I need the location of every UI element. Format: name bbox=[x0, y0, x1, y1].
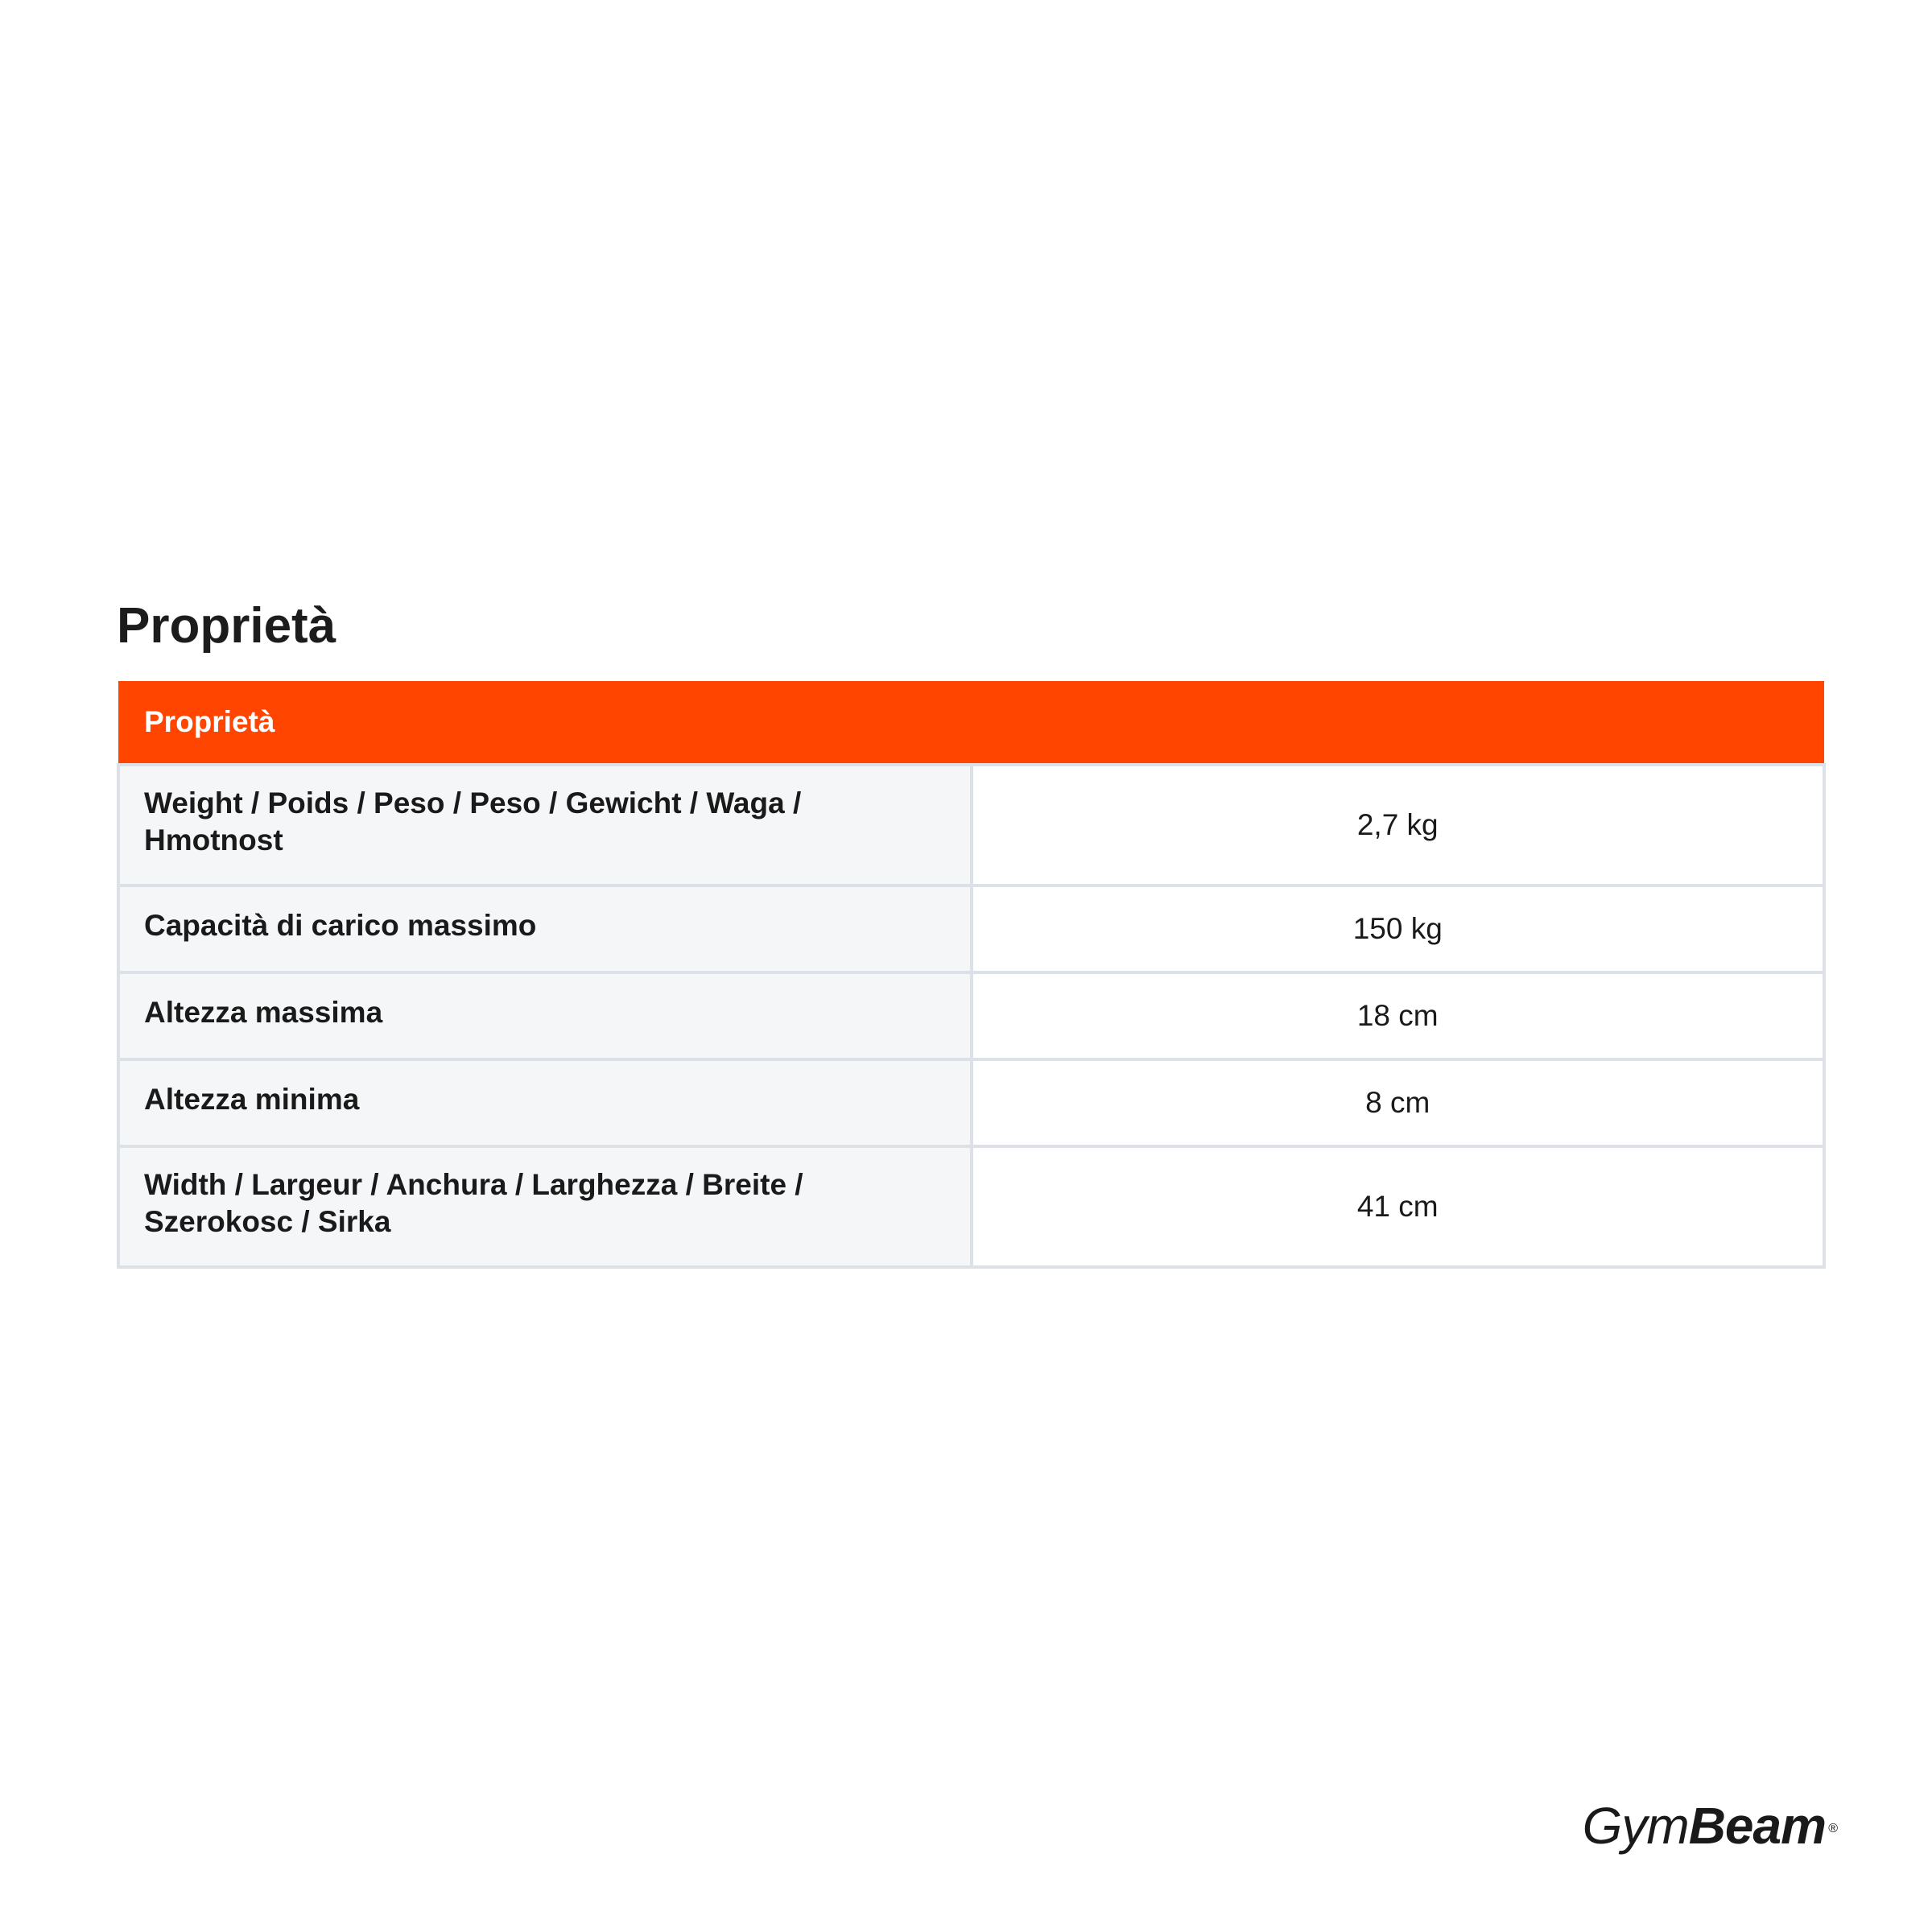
table-row bbox=[118, 765, 1824, 886]
registered-mark: ® bbox=[1828, 1822, 1837, 1835]
property-label-cell bbox=[118, 972, 972, 1059]
table-row bbox=[118, 1059, 1824, 1146]
table-row bbox=[118, 886, 1824, 972]
property-value-max-load: 150 kg bbox=[972, 886, 1825, 972]
property-label-cell bbox=[118, 1059, 972, 1146]
property-value-width: 41 cm bbox=[972, 1146, 1825, 1267]
property-label-max-load: Capacità di carico massimo bbox=[144, 909, 537, 942]
logo-text-light: Gym bbox=[1582, 1797, 1689, 1855]
property-label-cell bbox=[118, 765, 972, 886]
property-label-cell bbox=[118, 886, 972, 972]
properties-table bbox=[117, 681, 1826, 1269]
property-value-min-height: 8 cm bbox=[972, 1059, 1825, 1146]
property-label-width: Width / Largeur / Anchura / Larghezza / Breite / Szerokosc / Sirka bbox=[144, 1168, 803, 1238]
table-header: Proprietà bbox=[118, 681, 1824, 765]
property-value-weight: 2,7 kg bbox=[972, 765, 1825, 886]
logo-text-bold: Beam bbox=[1688, 1797, 1826, 1855]
property-value-max-height: 18 cm bbox=[972, 972, 1825, 1059]
table-row bbox=[118, 1146, 1824, 1267]
table-row bbox=[118, 972, 1824, 1059]
gymbeam-logo bbox=[1582, 1794, 1837, 1858]
table-header-row bbox=[118, 681, 1824, 765]
property-label-cell bbox=[118, 1146, 972, 1267]
page-title: Proprietà bbox=[117, 598, 336, 654]
property-label-max-height: Altezza massima bbox=[144, 996, 383, 1029]
property-label-min-height: Altezza minima bbox=[144, 1083, 360, 1116]
property-label-weight: Weight / Poids / Peso / Peso / Gewicht / Waga / Hmotnost bbox=[144, 786, 802, 857]
